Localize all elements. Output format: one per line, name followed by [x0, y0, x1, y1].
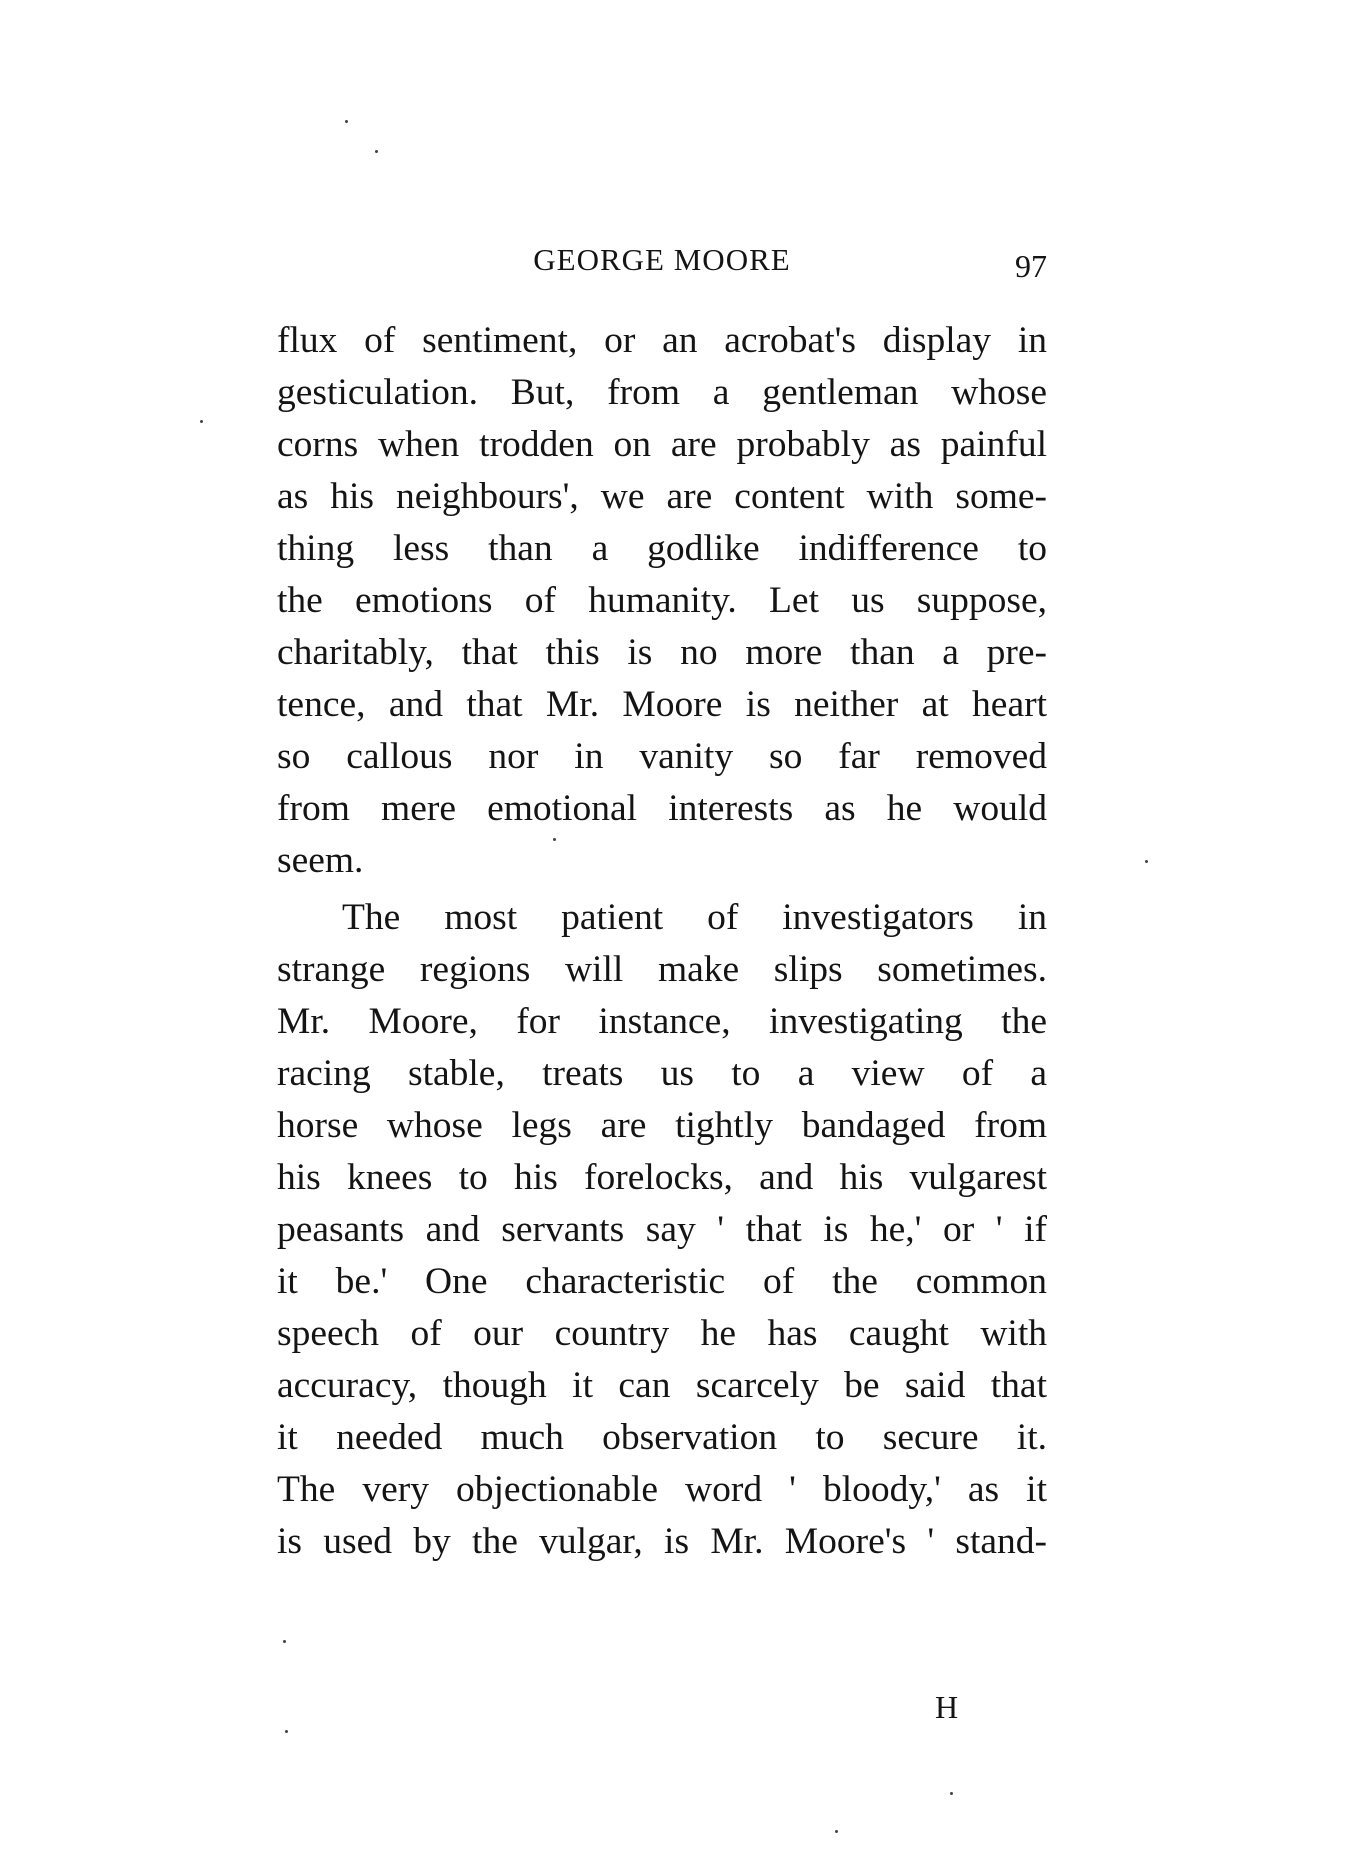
text-line: the emotions of humanity. Let us suppose, — [277, 580, 1047, 621]
text-line: racing stable, treats us to a view of a — [277, 1053, 1047, 1094]
text-line: The very objectionable word ' bloody,' as it — [277, 1469, 1047, 1510]
text-line: peasants and servants say ' that is he,' or ' if — [277, 1209, 1047, 1250]
scan-speck — [835, 1830, 838, 1833]
scan-speck — [345, 120, 348, 123]
text-line: from mere emotional interests as he would — [277, 788, 1047, 829]
text-line: accuracy, though it can scarcely be said that — [277, 1365, 1047, 1406]
signature-mark: H — [935, 1689, 959, 1725]
text-line: it be.' One characteristic of the common — [277, 1261, 1047, 1302]
scan-speck — [1145, 860, 1148, 863]
text-line: so callous nor in vanity so far removed — [277, 736, 1047, 777]
text-line: his knees to his forelocks, and his vulgarest — [277, 1157, 1047, 1198]
text-line: is used by the vulgar, is Mr. Moore's ' stand- — [277, 1521, 1047, 1562]
text-line: speech of our country he has caught with — [277, 1313, 1047, 1354]
text-line: it needed much observation to secure it. — [277, 1417, 1047, 1458]
scan-speck — [283, 1640, 286, 1643]
page-number: 97 — [1015, 248, 1047, 284]
text-line: The most patient of investigators in — [342, 897, 1047, 938]
scan-speck — [375, 150, 378, 153]
scan-speck — [950, 1792, 953, 1795]
text-line: charitably, that this is no more than a pre- — [277, 632, 1047, 673]
text-line: seem. — [277, 840, 364, 881]
paragraph-2 — [277, 892, 1047, 1568]
scan-speck — [285, 1730, 288, 1733]
running-head — [277, 240, 1047, 284]
text-line: flux of sentiment, or an acrobat's display in — [277, 320, 1047, 361]
text-line: corns when trodden on are probably as painful — [277, 424, 1047, 465]
text-line: thing less than a godlike indifference to — [277, 528, 1047, 569]
scan-speck — [553, 838, 556, 841]
running-title: GEORGE MOORE — [533, 242, 791, 277]
text-line: horse whose legs are tightly bandaged from — [277, 1105, 1047, 1146]
paragraph-1 — [277, 315, 1047, 887]
text-line: tence, and that Mr. Moore is neither at heart — [277, 684, 1047, 725]
scan-speck — [200, 420, 203, 423]
text-line: gesticulation. But, from a gentleman whose — [277, 372, 1047, 413]
body-text — [277, 315, 1047, 1568]
text-line: Mr. Moore, for instance, investigating the — [277, 1001, 1047, 1042]
text-line: strange regions will make slips sometimes. — [277, 949, 1047, 990]
text-line: as his neighbours', we are content with some- — [277, 476, 1047, 517]
